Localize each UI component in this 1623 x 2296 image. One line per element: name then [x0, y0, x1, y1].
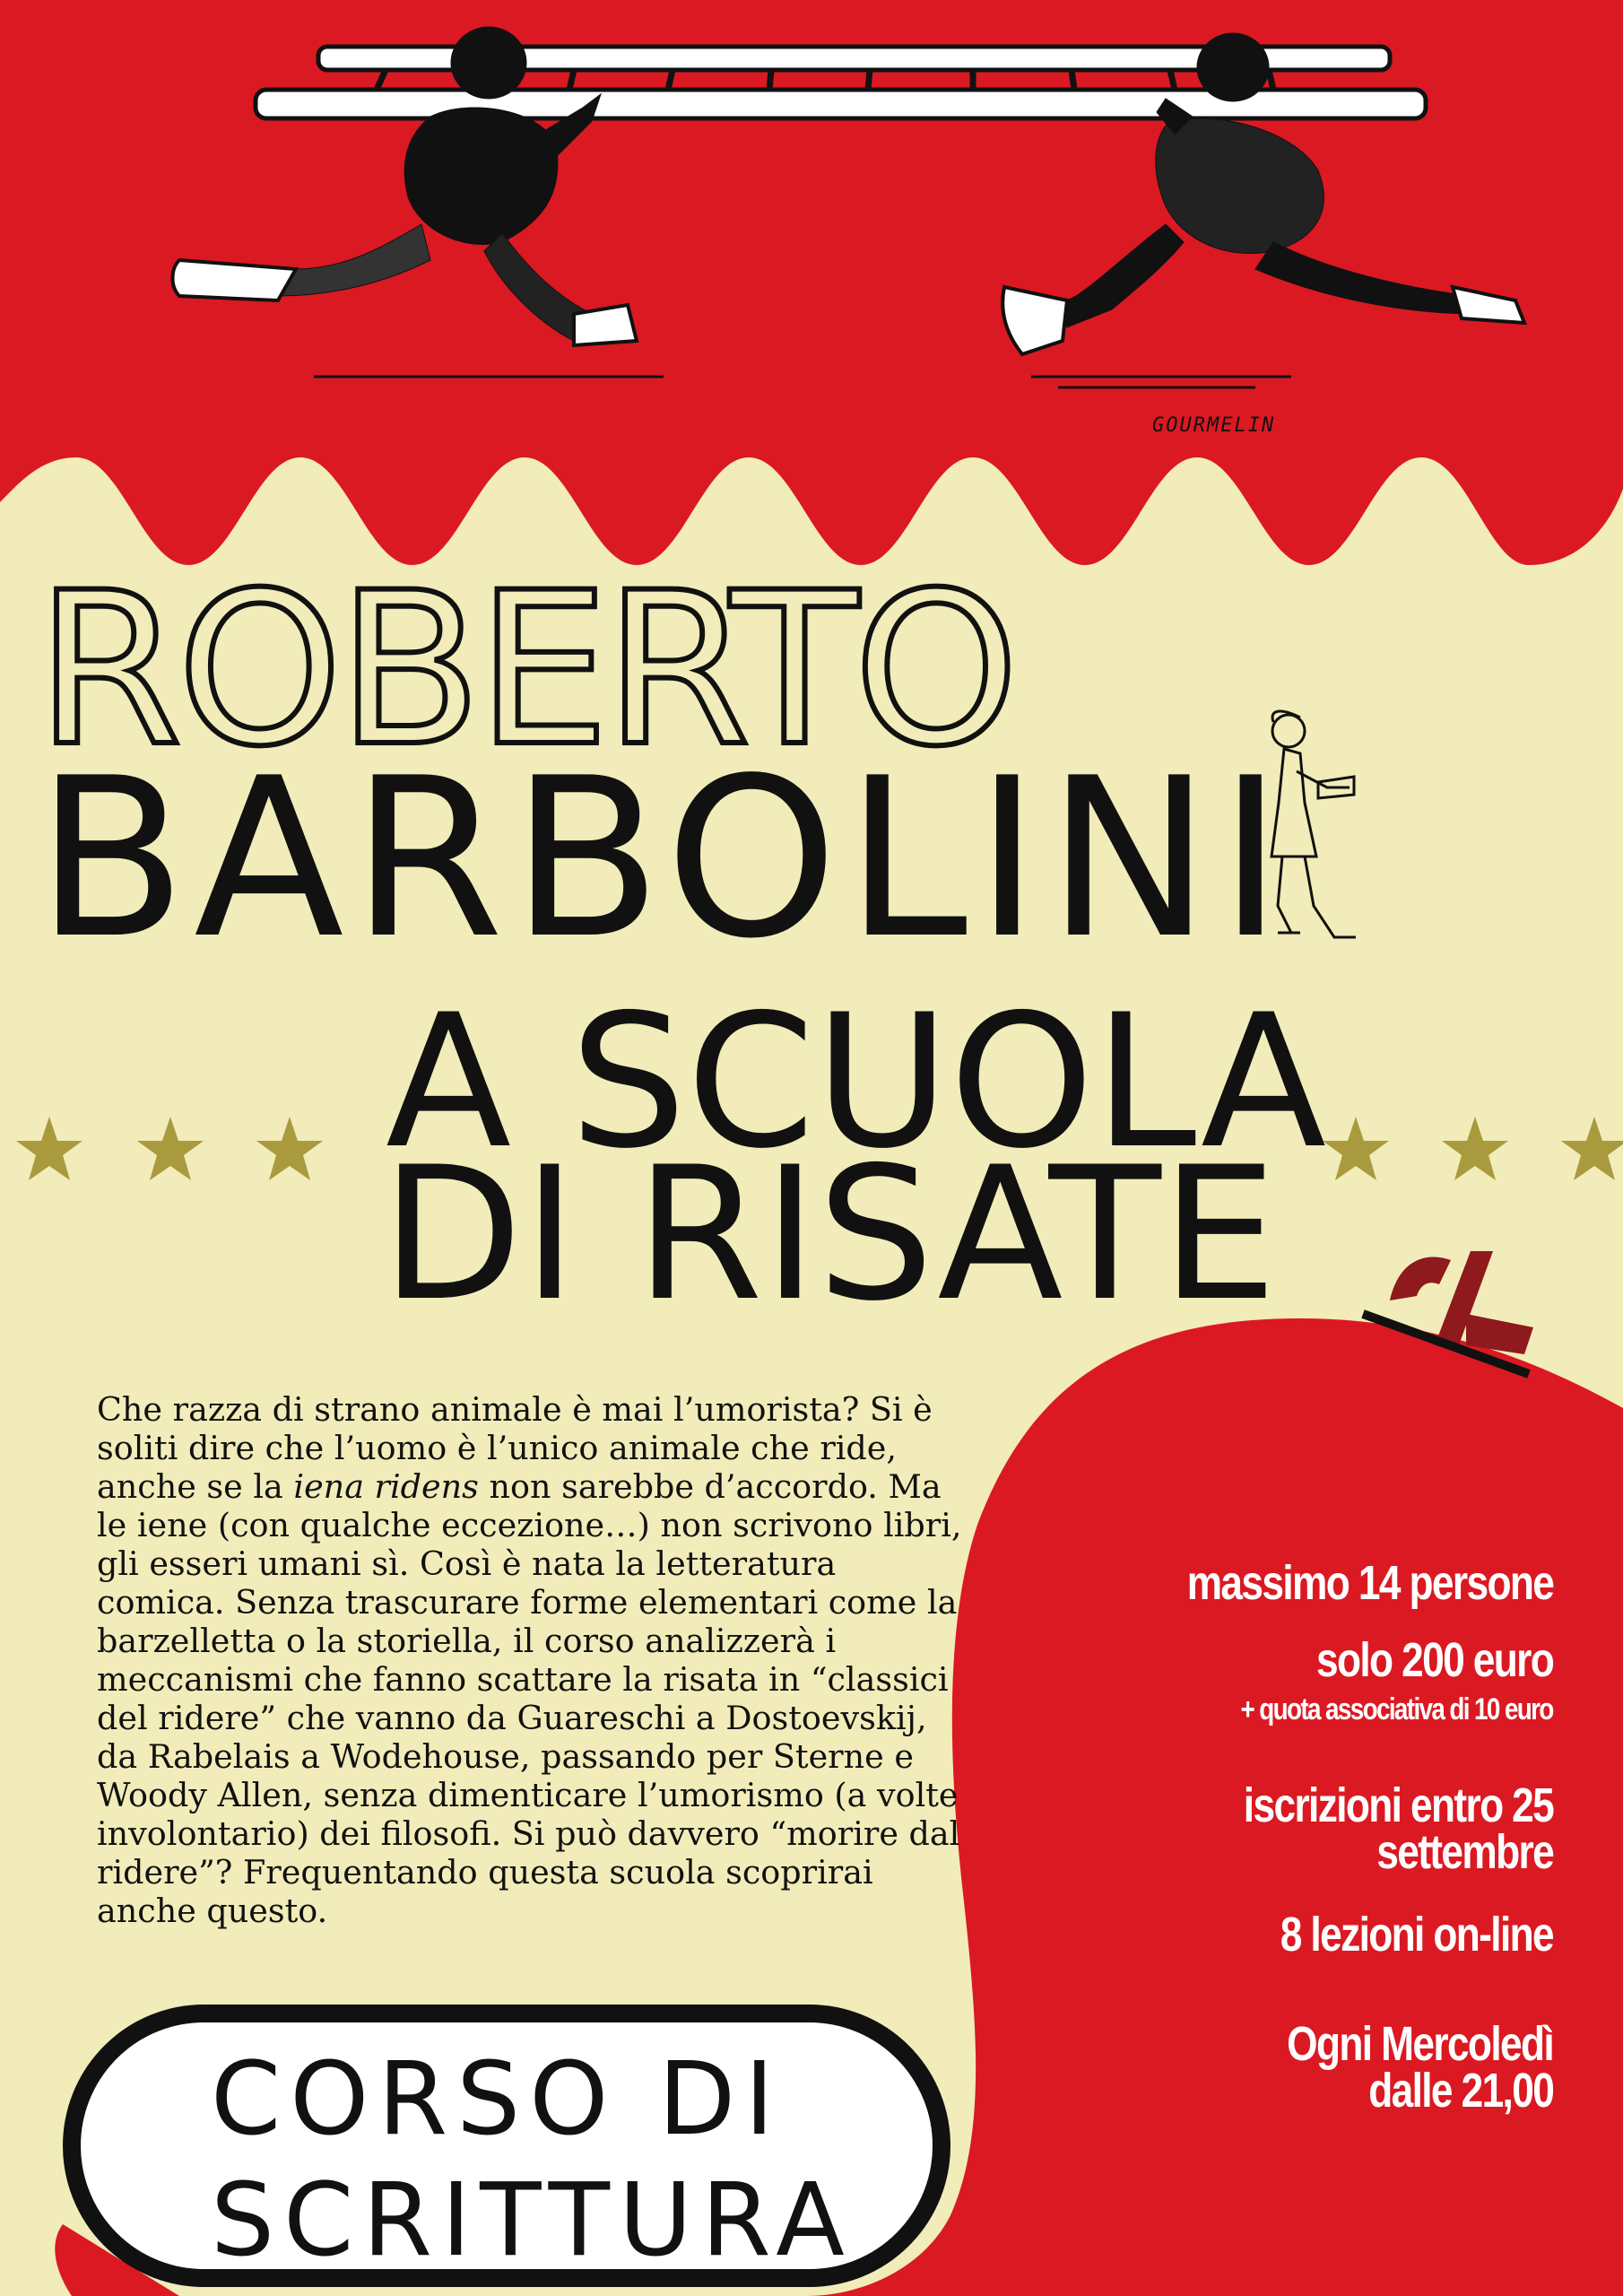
info-lessons: 8 lezioni on-line [1280, 1908, 1553, 1961]
star-icon-group-right [1323, 1117, 1623, 1180]
author-last-name: BARBOLINI [36, 731, 1290, 987]
description-italic: iena ridens [293, 1467, 479, 1506]
course-description [97, 1390, 971, 1930]
info-deadline-line1: iscrizioni entro 25 [1243, 1779, 1553, 1832]
star-icon [1442, 1117, 1508, 1180]
star-icon-group-left [16, 1117, 323, 1180]
badge-line2: SCRITTURA [211, 2162, 854, 2279]
star-icon [137, 1117, 204, 1180]
description-part1: Che razza di strano animale è mai l’umorista? Si è soliti dire che l’uomo è l’unico animale che ride, anche se la [97, 1390, 933, 1506]
star-icon [256, 1117, 323, 1180]
info-deadline-line2: settembre [1376, 1825, 1553, 1879]
author-first-name: ROBERTO [36, 548, 1014, 793]
course-title-line1: A SCUOLA [386, 976, 1327, 1189]
illustration-signature: GOURMELIN [1152, 414, 1276, 437]
course-title-line2: DI RISATE [381, 1128, 1278, 1342]
info-fee: + quota associativa di 10 euro [1240, 1692, 1553, 1726]
info-schedule-line2: dalle 21,00 [1368, 2064, 1553, 2118]
star-icon [16, 1117, 82, 1180]
course-badge [63, 2005, 950, 2287]
badge-line1: CORSO DI [211, 2041, 784, 2158]
info-price: solo 200 euro [1315, 1633, 1553, 1687]
star-icon [1323, 1117, 1389, 1180]
description-part2: non sarebbe d’accordo. Ma le iene (con qualche eccezione…) non scrivono libri, gli esseri umani sì. Così è nata la letteratura comica. Senza trascurare forme elementari come la barzelletta o la storiella, il corso analizzerà i meccanismi che fanno scattare la risata in “classici del ridere” che vanno da Guareschi a Dostoevskij, da Rabelais a Wodehouse, passando per Sterne e Woody Allen, senza dimenticare l’umorismo (a volte involontario) dei filosofi. Si può davvero “morire dal ridere”? Frequentando questa scuola scoprirai anche questo. [97, 1467, 962, 1930]
info-capacity: massimo 14 persone [1186, 1556, 1553, 1610]
star-icon [1561, 1117, 1623, 1180]
info-schedule-line1: Ogni Mercoledì [1287, 2017, 1553, 2071]
